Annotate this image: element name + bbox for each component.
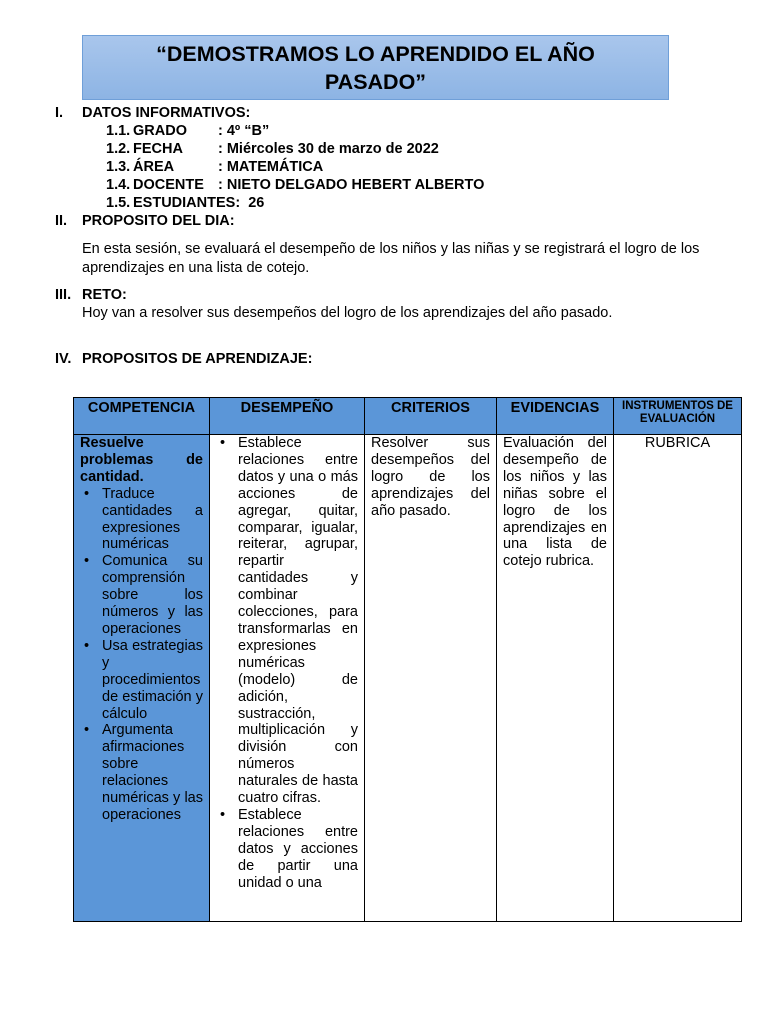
datos-num: 1.3. (106, 159, 131, 175)
desempeno-item: • Establece relaciones entre datos y una o más acciones de agregar, quitar, comparar, igualar, reiterar, agrupar, repartir cantidades y combinar colecciones, para transformarlas en expresiones numéricas (modelo) de adición, sustracción, multiplicación y división con números naturales de hasta cuatro cifras. (216, 435, 358, 807)
datos-label: ÁREA (133, 159, 175, 175)
document-title (82, 35, 669, 100)
datos-value: : Miércoles 30 de marzo de 2022 (218, 141, 439, 157)
header-criterios: CRITERIOS (365, 398, 497, 435)
datos-label: ESTUDIANTES: (133, 195, 241, 211)
header-desempeno: DESEMPEÑO (210, 398, 365, 435)
competencia-title: Resuelve problemas de cantidad. (80, 435, 203, 485)
section-1-heading: DATOS INFORMATIVOS: (82, 105, 251, 121)
datos-num: 1.4. (106, 177, 131, 193)
datos-item (106, 195, 264, 211)
section-4-number: IV. (55, 351, 72, 367)
instrumentos-cell (614, 435, 742, 922)
desempeno-cell (210, 435, 365, 922)
section-2-number: II. (55, 213, 68, 229)
header-evidencias: EVIDENCIAS (497, 398, 614, 435)
title-line-2: PASADO” (324, 70, 427, 94)
datos-num: 1.5. (106, 195, 131, 211)
table-row (74, 435, 742, 922)
datos-value: : 4º “B” (218, 123, 270, 139)
criterios-cell (365, 435, 497, 922)
datos-item (106, 141, 439, 157)
competencia-item: • Traduce cantidades a expresiones numéricas (80, 486, 203, 554)
table-header-row (74, 398, 742, 435)
proposito-text: En esta sesión, se evaluará el desempeño de los niños y las niñas y se registrará el logro de los aprendizajes en una lista de cotejo. (82, 241, 700, 276)
title-line-1: “DEMOSTRAMOS LO APRENDIDO EL AÑO (156, 42, 595, 66)
datos-value: : MATEMÁTICA (218, 159, 324, 175)
datos-item (106, 159, 323, 175)
evidencias-text: Evaluación del desempeño de los niños y las niñas sobre el logro de los aprendizajes en una lista de cotejo rubrica. (503, 435, 607, 570)
datos-label: FECHA (133, 141, 183, 157)
reto-text: Hoy van a resolver sus desempeños del logro de los aprendizajes del año pasado. (82, 305, 613, 321)
datos-value: 26 (248, 195, 265, 211)
competencia-item: • Usa estrategias y procedimientos de estimación y cálculo (80, 638, 203, 723)
instrumentos-text: RUBRICA (644, 435, 711, 451)
section-2-heading: PROPOSITO DEL DIA: (82, 213, 235, 229)
desempeno-item: • Establece relaciones entre datos y acciones de partir una unidad o una (216, 807, 358, 892)
competencia-item: • Argumenta afirmaciones sobre relaciones numéricas y las operaciones (80, 722, 203, 823)
propositos-table (73, 397, 742, 922)
section-1-number: I. (55, 105, 64, 121)
competencia-cell (74, 435, 210, 922)
competencia-item: • Comunica su comprensión sobre los números y las operaciones (80, 553, 203, 638)
datos-label: GRADO (133, 123, 187, 139)
datos-num: 1.1. (106, 123, 131, 139)
header-instrumentos: INSTRUMENTOS DE EVALUACIÓN (614, 398, 742, 435)
header-competencia: COMPETENCIA (74, 398, 210, 435)
section-4-heading: PROPOSITOS DE APRENDIZAJE: (82, 351, 313, 367)
criterios-text: Resolver sus desempeños del logro de los aprendizajes del año pasado. (371, 435, 490, 519)
datos-num: 1.2. (106, 141, 131, 157)
datos-item (106, 177, 484, 193)
section-3-heading: RETO: (82, 287, 127, 303)
datos-item (106, 123, 269, 139)
section-3-number: III. (55, 287, 72, 303)
evidencias-cell (497, 435, 614, 922)
datos-label: DOCENTE (133, 177, 204, 193)
datos-value: : NIETO DELGADO HEBERT ALBERTO (218, 177, 485, 193)
